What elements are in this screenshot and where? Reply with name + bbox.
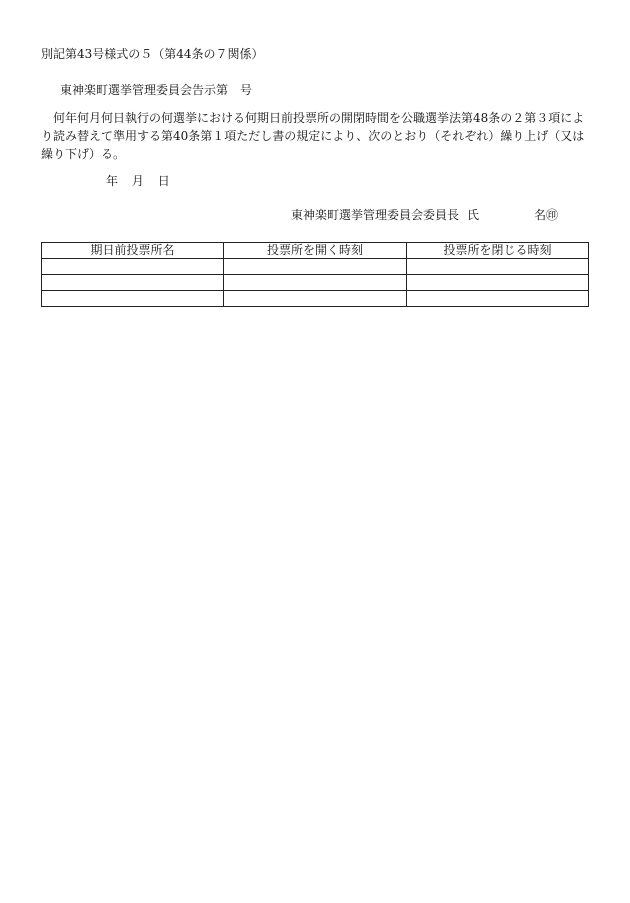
table-cell: [42, 291, 224, 307]
table-row: [42, 275, 589, 291]
table-cell: [407, 291, 589, 307]
signature-line: [291, 206, 558, 224]
table-row: [42, 291, 589, 307]
table-cell: [42, 275, 224, 291]
table-cell: [407, 275, 589, 291]
polling-times-table: [41, 242, 589, 307]
notice-number-heading: 東神楽町選挙管理委員会告示第 号: [60, 83, 253, 97]
date-day-label: 日: [157, 174, 170, 188]
table-header-row: [42, 243, 589, 259]
table-cell: [42, 259, 224, 275]
table-cell: [407, 259, 589, 275]
signature-surname-label: 氏: [467, 208, 480, 222]
form-number-label: 別記第43号様式の５（第44条の７関係）: [41, 47, 264, 61]
header-opening-time: 投票所を開く時刻: [224, 243, 407, 259]
signature-name-seal-label: 名㊞: [534, 208, 559, 222]
table-row: [42, 259, 589, 275]
date-month-label: 月: [131, 174, 144, 188]
header-closing-time: 投票所を閉じる時刻: [407, 243, 589, 259]
table-cell: [224, 275, 407, 291]
date-line: [106, 172, 180, 190]
header-polling-place-name: 期日前投票所名: [42, 243, 224, 259]
signature-title: 東神楽町選挙管理委員会委員長: [291, 208, 460, 222]
date-year-label: 年: [106, 174, 119, 188]
table-cell: [224, 259, 407, 275]
table-cell: [224, 291, 407, 307]
notice-body-paragraph: 何年何月何日執行の何選挙における何期日前投票所の開閉時間を公職選挙法第48条の２第３項により読み替えて準用する第40条第１項ただし書の規定により、次のとおり（それぞれ）繰り上げ（又は繰り下げ）る。: [41, 111, 585, 161]
